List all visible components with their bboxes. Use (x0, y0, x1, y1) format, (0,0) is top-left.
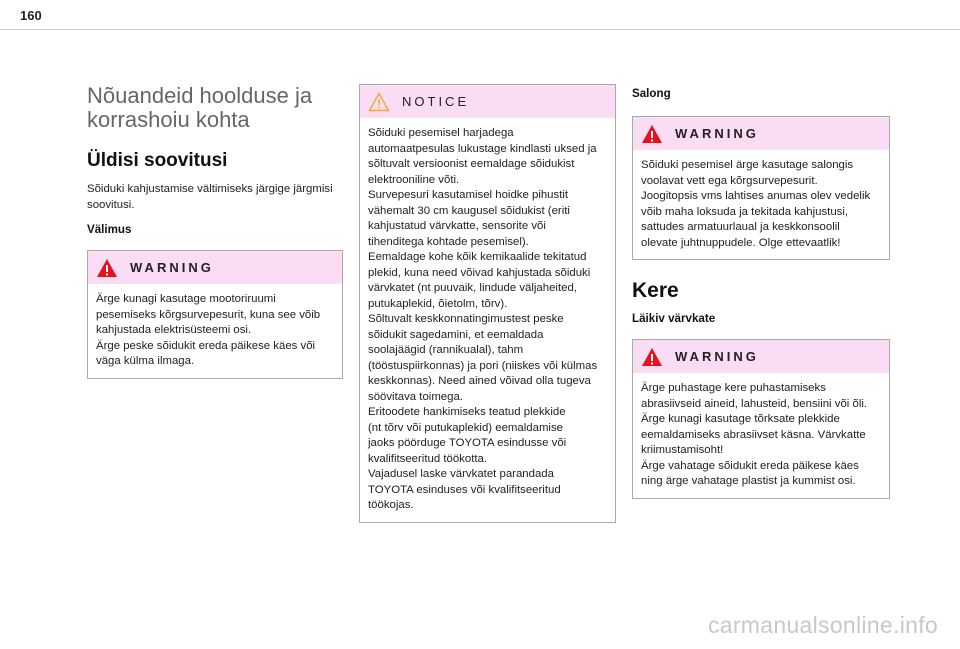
warning-line: Joogitopsis vms lahtises anumas olev vedelik (641, 190, 871, 202)
warning-line: pesemiseks kõrgsurvepesurit, kuna see võib (96, 308, 321, 321)
intro-paragraph: Sõiduki kahjustamise vältimiseks järgige järgmisi soovitusi. (87, 183, 333, 211)
warning-header (633, 117, 889, 150)
notice-header (360, 85, 615, 118)
notice-line: vähemalt 30 cm kaugusel sõidukist (eriti (368, 204, 570, 217)
notice-line: plekid, kuna need võivad kahjustada sõiduki (368, 266, 591, 279)
section-title-line-1: Nõuandeid hoolduse ja (87, 83, 313, 108)
heading-general-advice: Üldisi soovitusi (87, 150, 228, 171)
warning-body (88, 284, 342, 378)
warning-line: kahjustada elektrisüsteemi osi. (96, 324, 252, 336)
notice-line: kvalifitseeritud töökotta. (368, 452, 488, 465)
notice-line: sõidukit sagedamini, et eemaldada (368, 328, 544, 341)
notice-line: Sõltuvalt keskkonnatingimustest peske (368, 313, 564, 325)
notice-line: putukaplekid, õietolm, tõrv). (368, 297, 508, 310)
warning-line: ning ärge vahatage plastist ja kummist osi. (641, 475, 856, 487)
warning-label: WARNING (130, 260, 214, 275)
column-3 (632, 84, 890, 513)
warning-icon (96, 258, 118, 278)
notice-line: soolajäägid (rannikualal), tahm (368, 344, 524, 356)
notice-line: Vajadusel laske värvkatet parandada (368, 468, 554, 480)
notice-line: kahjustatud värvkatte, sensorite või (368, 220, 546, 232)
column-2 (359, 84, 616, 537)
notice-line: töökojas. (368, 499, 414, 511)
warning-line: voolavat vett ega kõrgsurvepesurit. (641, 174, 818, 187)
warning-line: Ärge kunagi kasutage mootoriruumi (96, 293, 276, 305)
warning-line: eemaldamiseks abrasiivset käsna. Värvkatte (641, 428, 866, 441)
notice-line: Eemaldage kohe kõik kemikaalide tekitatud (368, 251, 587, 263)
warning-header (88, 251, 342, 284)
warning-line: Ärge puhastage kere puhastamiseks (641, 382, 826, 394)
header-rule (0, 29, 960, 30)
warning-line: olevate juhtnuppudele. Olge ettevaatlik! (641, 236, 841, 249)
subheading-exterior: Välimus (87, 223, 132, 236)
section-title (87, 84, 343, 132)
heading-body: Kere (632, 279, 679, 302)
warning-line: väga külma ilmaga. (96, 355, 195, 367)
notice-line: Sõiduki pesemisel harjadega (368, 127, 514, 139)
notice-label: NOTICE (402, 94, 470, 109)
warning-label: WARNING (675, 126, 759, 141)
notice-line: TOYOTA esinduses või kvalifitseeritud (368, 483, 561, 496)
warning-line: sattudes armatuurlaual ja keskkonsoolil (641, 221, 840, 233)
page-number: 160 (20, 8, 42, 23)
notice-line: värvkatet (nt puuvaik, lindude väljaheited, (368, 282, 577, 294)
notice-line: keskkonnas). Need ained võivad olla tugeva (368, 375, 591, 387)
column-1 (87, 84, 343, 393)
notice-box (359, 84, 616, 523)
warning-label: WARNING (675, 349, 759, 364)
notice-line: sõltuvalt versioonist eemaldage sõidukist (368, 158, 575, 170)
notice-line: Survepesuri kasutamisel hoidke pihustit (368, 189, 569, 201)
notice-line: tihenditega kohtade pesemisel). (368, 235, 529, 248)
warning-body (633, 150, 889, 259)
warning-line: Ärge peske sõidukit ereda päikese käes või (96, 339, 316, 352)
warning-header (633, 340, 889, 373)
notice-line: jaoks pöörduge TOYOTA esindusse või (368, 437, 567, 449)
subheading-glossy-paint: Läikiv värvkate (632, 312, 716, 325)
watermark: carmanualsonline.info (707, 612, 938, 638)
notice-line: (tööstuspiirkonnas) ja pori (niiskes või külmas (368, 359, 598, 372)
notice-line: (nt tõrv või putukaplekid) eemaldamise (368, 421, 563, 434)
warning-line: Sõiduki pesemisel ärge kasutage salongis (641, 159, 854, 171)
warning-line: Ärge kunagi kasutage tõrksate plekkide (641, 413, 840, 425)
notice-line: söövitava toimega. (368, 390, 463, 403)
warning-line: kriimustamisoht! (641, 444, 724, 456)
warning-line: abrasiivseid aineid, lahusteid, bensiini või õli. (641, 397, 868, 410)
notice-icon (368, 92, 390, 112)
warning-box-interior (632, 116, 890, 260)
notice-line: elektrooniline võti. (368, 173, 460, 186)
notice-line: Eritoodete hankimiseks teatud plekkide (368, 406, 566, 418)
warning-icon (641, 347, 663, 367)
heading-interior: Salong (632, 87, 671, 100)
notice-body (360, 118, 615, 522)
warning-box-body (632, 339, 890, 499)
warning-body (633, 373, 889, 498)
section-title-line-2: korrashoiu kohta (87, 107, 250, 132)
warning-line: Ärge vahatage sõidukit ereda päikese käes (641, 459, 859, 472)
warning-line: võib maha loksuda ja tekitada kahjustusi, (641, 205, 849, 218)
warning-icon (641, 124, 663, 144)
warning-box-exterior (87, 250, 343, 379)
notice-line: automaatpesulas lukustage kindlasti uksed ja (368, 142, 597, 155)
